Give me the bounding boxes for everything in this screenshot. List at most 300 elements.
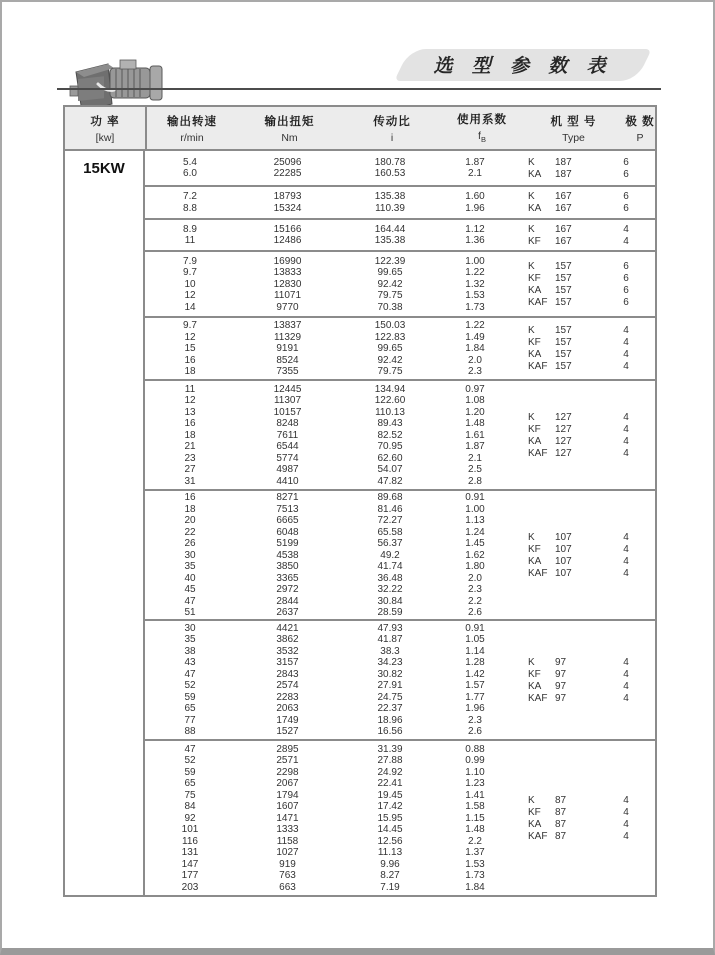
cell-speed: 203 [181, 881, 199, 893]
cell-speed: 14 [184, 301, 196, 313]
cell-service-factor: 1.48 [465, 418, 485, 429]
cell-type-size: 187 [555, 168, 572, 180]
cell-ratio: 122.39 [374, 255, 406, 267]
cell-torque: 18793 [273, 191, 302, 203]
type-row [528, 818, 652, 830]
cell-speed: 43 [184, 657, 196, 669]
cell-speed: 16 [184, 492, 196, 503]
cell-type-size: 87 [555, 830, 567, 842]
cell-speed: 52 [184, 680, 196, 692]
cell-type-size: 127 [555, 435, 572, 447]
table-header [65, 107, 655, 151]
cell-torque: 1333 [276, 824, 299, 835]
table-group [145, 621, 655, 741]
cell-torque: 12830 [273, 278, 302, 290]
cell-poles: 6 [623, 296, 629, 308]
cell-service-factor: 1.05 [465, 634, 485, 646]
cell-ratio: 24.75 [377, 691, 403, 703]
cell-type-size: 97 [555, 680, 567, 692]
cell-service-factor: 1.13 [465, 515, 485, 526]
cell-ratio: 38.3 [380, 645, 400, 657]
header-speed [147, 107, 237, 149]
cell-speed: 84 [184, 801, 196, 812]
cell-poles: 4 [623, 830, 629, 842]
cell-torque: 15166 [273, 223, 302, 235]
cell-ratio: 30.82 [377, 668, 403, 680]
table-row [145, 870, 655, 882]
table-row [145, 778, 655, 790]
table-group [145, 491, 655, 621]
cell-ratio: 15.95 [377, 812, 403, 824]
cell-torque: 11329 [273, 331, 302, 343]
table-row [145, 743, 655, 755]
cell-service-factor: 0.91 [465, 492, 485, 503]
cell-type-size: 97 [555, 668, 567, 680]
cell-ratio: 135.38 [374, 191, 406, 203]
cell-ratio: 47.93 [377, 622, 403, 634]
cell-speed: 47 [184, 595, 196, 607]
type-row [528, 296, 652, 308]
cell-type-size: 87 [555, 794, 567, 806]
cell-type-prefix: KF [528, 668, 541, 680]
cell-type-prefix: KA [528, 680, 542, 692]
cell-ratio: 160.53 [374, 168, 406, 180]
cell-ratio: 150.03 [374, 320, 406, 331]
cell-service-factor: 1.73 [465, 870, 485, 881]
cell-service-factor: 2.3 [468, 366, 482, 377]
power-cell: 15KW [65, 151, 145, 895]
cell-ratio: 70.38 [377, 301, 403, 313]
cell-poles: 4 [623, 555, 629, 567]
cell-ratio: 16.56 [377, 726, 403, 738]
cell-type-prefix: K [528, 656, 535, 668]
cell-ratio: 56.37 [377, 538, 403, 549]
type-list [528, 531, 652, 579]
table-row [145, 515, 655, 527]
cell-service-factor: 2.3 [468, 584, 482, 595]
cell-service-factor: 1.36 [465, 235, 485, 247]
type-row [528, 794, 652, 806]
cell-type-size: 157 [555, 337, 572, 348]
cell-speed: 20 [184, 515, 196, 526]
cell-type-prefix: KAF [528, 447, 548, 459]
cell-torque: 2283 [276, 691, 299, 703]
cell-torque: 5199 [276, 538, 299, 549]
cell-type-size: 157 [555, 361, 572, 372]
table-row [145, 475, 655, 487]
cell-torque: 11071 [273, 290, 302, 301]
cell-type-prefix: KF [528, 272, 541, 284]
cell-torque: 1027 [276, 847, 299, 858]
cell-torque: 763 [279, 870, 296, 881]
cell-torque: 2972 [276, 584, 299, 595]
table-row [145, 858, 655, 870]
type-row [528, 555, 652, 567]
cell-torque: 2067 [276, 778, 299, 789]
cell-ratio: 36.48 [377, 572, 403, 584]
header-ratio [342, 107, 442, 149]
cell-speed: 65 [184, 703, 196, 715]
cell-service-factor: 2.6 [468, 607, 482, 618]
cell-torque: 2637 [276, 607, 299, 618]
cell-speed: 51 [184, 607, 196, 618]
cell-ratio: 9.96 [380, 858, 400, 870]
cell-service-factor: 2.6 [468, 726, 482, 738]
table-row [145, 395, 655, 407]
cell-poles: 6 [623, 156, 629, 168]
cell-service-factor: 1.20 [465, 406, 485, 418]
cell-service-factor: 1.87 [465, 441, 485, 452]
cell-ratio: 14.45 [377, 824, 403, 835]
cell-service-factor: 1.24 [465, 526, 485, 538]
cell-speed: 5.4 [183, 156, 197, 168]
cell-poles: 4 [623, 447, 629, 459]
cell-type-size: 167 [555, 203, 572, 214]
cell-type-prefix: K [528, 411, 535, 423]
type-row [528, 272, 652, 284]
cell-torque: 3365 [276, 572, 299, 584]
cell-speed: 18 [184, 503, 196, 515]
cell-poles: 6 [623, 272, 629, 284]
table-row [145, 703, 655, 715]
cell-ratio: 122.60 [374, 395, 406, 406]
table-row [145, 595, 655, 607]
cell-service-factor: 2.1 [468, 168, 482, 180]
cell-torque: 13833 [273, 267, 302, 278]
cell-ratio: 17.42 [377, 801, 403, 812]
cell-type-prefix: KA [528, 203, 542, 214]
cell-type-prefix: KAF [528, 361, 548, 372]
cell-service-factor: 1.49 [465, 331, 485, 343]
cell-service-factor: 1.84 [465, 881, 485, 893]
cell-torque: 9191 [276, 343, 299, 354]
cell-poles: 4 [623, 680, 629, 692]
cell-type-size: 107 [555, 531, 572, 543]
cell-torque: 10157 [273, 406, 302, 418]
table-row [145, 766, 655, 778]
cell-poles: 4 [623, 794, 629, 806]
table-row [145, 584, 655, 596]
cell-torque: 1527 [276, 726, 299, 738]
type-row [528, 191, 652, 203]
header-poles-unit: P [636, 131, 644, 144]
cell-speed: 16 [184, 418, 196, 429]
cell-service-factor: 2.2 [468, 595, 482, 607]
type-row [528, 361, 652, 373]
cell-torque: 7611 [276, 429, 299, 441]
cell-service-factor: 1.53 [465, 290, 485, 301]
cell-type-prefix: KF [528, 337, 541, 348]
type-row [528, 260, 652, 272]
cell-speed: 22 [184, 526, 196, 538]
cell-service-factor: 1.87 [465, 156, 485, 168]
type-row [528, 349, 652, 361]
cell-ratio: 34.23 [377, 657, 403, 669]
cell-type-size: 167 [555, 191, 572, 202]
header-ratio-unit: i [390, 131, 394, 144]
cell-ratio: 89.43 [377, 418, 403, 429]
type-row [528, 337, 652, 349]
cell-type-prefix: KF [528, 235, 541, 247]
cell-service-factor: 0.88 [465, 743, 485, 755]
cell-type-prefix: KA [528, 349, 542, 360]
cell-type-size: 187 [555, 156, 572, 168]
cell-torque: 5774 [276, 452, 299, 464]
cell-torque: 2574 [276, 680, 299, 692]
type-row [528, 830, 652, 842]
cell-type-prefix: K [528, 223, 535, 235]
cell-speed: 6.0 [183, 168, 197, 180]
cell-speed: 30 [184, 622, 196, 634]
cell-poles: 6 [623, 284, 629, 296]
cell-speed: 47 [184, 668, 196, 680]
type-row [528, 168, 652, 180]
cell-poles: 4 [623, 325, 629, 336]
cell-speed: 45 [184, 584, 196, 595]
cell-torque: 3850 [276, 561, 299, 572]
cell-service-factor: 1.80 [465, 561, 485, 572]
cell-poles: 4 [623, 668, 629, 680]
cell-type-prefix: KA [528, 435, 542, 447]
cell-poles: 4 [623, 411, 629, 423]
cell-ratio: 47.82 [377, 475, 403, 487]
cell-poles: 4 [623, 423, 629, 435]
cell-type-size: 107 [555, 567, 572, 579]
cell-type-size: 167 [555, 235, 572, 247]
cell-speed: 52 [184, 755, 196, 766]
cell-speed: 7.9 [183, 255, 197, 267]
cell-speed: 15 [184, 343, 196, 354]
cell-torque: 6544 [276, 441, 299, 452]
type-list [528, 156, 652, 180]
header-poles [625, 107, 655, 149]
cell-torque: 6665 [276, 515, 299, 526]
header-type [522, 107, 625, 149]
cell-speed: 8.8 [183, 202, 197, 214]
cell-service-factor: 2.2 [468, 835, 482, 847]
cell-ratio: 180.78 [374, 156, 406, 168]
cell-poles: 4 [623, 349, 629, 360]
cell-type-prefix: K [528, 325, 535, 336]
type-list [528, 325, 652, 373]
cell-speed: 177 [181, 870, 199, 881]
cell-speed: 13 [184, 406, 196, 418]
cell-ratio: 72.27 [377, 515, 403, 526]
cell-torque: 7513 [276, 503, 299, 515]
table-group [145, 381, 655, 491]
cell-torque: 2844 [276, 595, 299, 607]
cell-torque: 15324 [273, 202, 302, 214]
table-group [145, 741, 655, 895]
cell-poles: 4 [623, 223, 629, 235]
table-row [145, 847, 655, 859]
cell-service-factor: 0.97 [465, 383, 485, 395]
table-row [145, 634, 655, 646]
cell-speed: 88 [184, 726, 196, 738]
cell-ratio: 19.45 [377, 789, 403, 801]
cell-type-prefix: KF [528, 806, 541, 818]
cell-speed: 101 [181, 824, 199, 835]
cell-speed: 9.7 [183, 267, 197, 278]
type-list [528, 191, 652, 215]
cell-ratio: 122.83 [374, 331, 406, 343]
cell-ratio: 82.52 [377, 429, 403, 441]
type-row [528, 423, 652, 435]
cell-torque: 2895 [276, 743, 299, 755]
cell-ratio: 99.65 [377, 343, 403, 354]
cell-ratio: 65.58 [377, 526, 403, 538]
cell-service-factor: 0.99 [465, 755, 485, 766]
cell-type-prefix: K [528, 260, 535, 272]
cell-type-size: 107 [555, 555, 572, 567]
cell-service-factor: 1.00 [465, 503, 485, 515]
cell-ratio: 81.46 [377, 503, 403, 515]
cell-speed: 116 [182, 835, 198, 847]
cell-torque: 4987 [276, 464, 299, 475]
cell-type-prefix: K [528, 191, 535, 202]
cell-ratio: 41.87 [377, 634, 403, 646]
table-body [65, 151, 655, 895]
cell-speed: 59 [184, 766, 196, 778]
cell-ratio: 32.22 [377, 584, 403, 595]
cell-torque: 4421 [276, 622, 299, 634]
cell-service-factor: 1.23 [465, 778, 485, 789]
cell-service-factor: 1.12 [465, 223, 485, 235]
cell-torque: 3157 [276, 657, 299, 669]
cell-type-size: 127 [555, 423, 572, 435]
cell-speed: 47 [184, 743, 196, 755]
cell-speed: 7.2 [183, 191, 197, 203]
cell-speed: 65 [184, 778, 196, 789]
cell-ratio: 22.41 [377, 778, 403, 789]
cell-ratio: 12.56 [377, 835, 403, 847]
cell-torque: 3532 [276, 645, 299, 657]
cell-torque: 4538 [276, 549, 299, 561]
table-body-groups [145, 151, 655, 895]
type-row [528, 235, 652, 247]
cell-torque: 1607 [276, 801, 299, 812]
cell-type-prefix: K [528, 156, 535, 168]
header-ratio-label: 传动比 [373, 115, 411, 128]
cell-speed: 18 [184, 366, 196, 377]
table-row [145, 464, 655, 476]
cell-service-factor: 1.62 [465, 549, 485, 561]
selection-parameter-table [63, 105, 657, 897]
cell-type-size: 87 [555, 818, 567, 830]
table-row [145, 623, 655, 635]
cell-poles: 6 [623, 260, 629, 272]
table-row [145, 755, 655, 767]
cell-speed: 8.9 [183, 223, 197, 235]
cell-torque: 12445 [273, 383, 302, 395]
cell-type-size: 157 [555, 296, 572, 308]
type-row [528, 203, 652, 215]
cell-type-prefix: KAF [528, 692, 548, 704]
table-group [145, 220, 655, 252]
cell-type-size: 107 [555, 543, 572, 555]
cell-type-prefix: KF [528, 423, 541, 435]
cell-service-factor: 1.73 [465, 301, 485, 313]
cell-service-factor: 1.61 [465, 429, 485, 441]
cell-type-size: 167 [555, 223, 572, 235]
cell-ratio: 28.59 [377, 607, 403, 618]
cell-torque: 1471 [276, 812, 299, 824]
cell-service-factor: 1.41 [465, 789, 485, 801]
table-row [145, 881, 655, 893]
cell-type-size: 157 [555, 260, 572, 272]
cell-torque: 8271 [276, 492, 299, 503]
cell-torque: 919 [279, 858, 296, 870]
cell-torque: 22285 [273, 168, 302, 180]
header-power-unit: [kw] [95, 131, 115, 144]
cell-speed: 16 [184, 354, 196, 366]
cell-poles: 4 [623, 531, 629, 543]
type-row [528, 447, 652, 459]
cell-speed: 30 [184, 549, 196, 561]
type-row [528, 284, 652, 296]
cell-service-factor: 1.58 [465, 801, 485, 812]
cell-type-prefix: KAF [528, 830, 548, 842]
cell-service-factor: 1.45 [465, 538, 485, 549]
cell-torque: 7355 [276, 366, 299, 377]
cell-poles: 6 [623, 191, 629, 202]
type-list [528, 411, 652, 459]
type-row [528, 656, 652, 668]
cell-torque: 2843 [276, 668, 299, 680]
cell-type-prefix: K [528, 531, 535, 543]
cell-torque: 1158 [276, 835, 299, 847]
cell-type-size: 127 [555, 447, 572, 459]
cell-type-prefix: K [528, 794, 535, 806]
cell-type-prefix: KF [528, 543, 541, 555]
cell-speed: 38 [184, 645, 196, 657]
cell-poles: 4 [623, 361, 629, 372]
cell-ratio: 18.96 [377, 714, 403, 726]
cell-ratio: 49.2 [380, 549, 400, 561]
header-poles-label: 极 数 [625, 115, 655, 128]
cell-ratio: 62.60 [377, 452, 403, 464]
cell-torque: 663 [279, 881, 296, 893]
cell-ratio: 27.88 [377, 755, 403, 766]
cell-speed: 21 [184, 441, 196, 452]
cell-torque: 25096 [273, 156, 302, 168]
cell-poles: 4 [623, 818, 629, 830]
cell-torque: 6048 [276, 526, 299, 538]
cell-speed: 31 [184, 475, 196, 487]
cell-type-prefix: KAF [528, 296, 548, 308]
table-row [145, 715, 655, 727]
cell-speed: 11 [184, 235, 196, 247]
cell-speed: 12 [184, 331, 196, 343]
table-group [145, 252, 655, 318]
type-list [528, 794, 652, 842]
cell-type-size: 127 [555, 411, 572, 423]
cell-speed: 26 [184, 538, 196, 549]
cell-ratio: 31.39 [377, 743, 403, 755]
cell-torque: 3862 [276, 634, 299, 646]
page-title: 选 型 参 数 表 [433, 56, 613, 77]
table-row [145, 607, 655, 619]
header-power [65, 107, 147, 149]
type-row [528, 531, 652, 543]
cell-type-prefix: KA [528, 168, 542, 180]
header-type-label: 机 型 号 [550, 115, 597, 128]
cell-service-factor: 1.77 [465, 691, 485, 703]
cell-poles: 4 [623, 435, 629, 447]
cell-poles: 6 [623, 203, 629, 214]
cell-service-factor: 0.91 [465, 622, 485, 634]
header-service-factor-unit: $f_B$ [478, 130, 486, 145]
